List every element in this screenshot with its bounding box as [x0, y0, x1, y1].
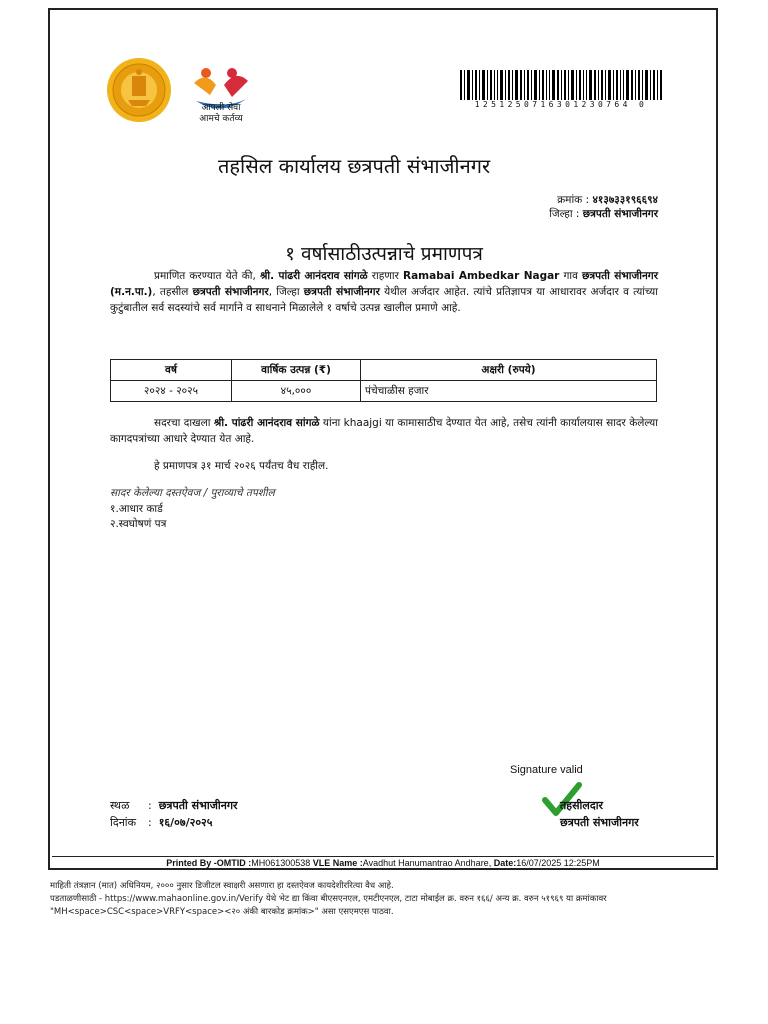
- table-cell: ४५,०००: [232, 381, 361, 402]
- table-header-row: [111, 360, 657, 381]
- barcode-icon: [460, 70, 662, 100]
- legal-footer: माहिती तंत्रज्ञान (मात) अधिनियम, २००० नुसार डिजीटल स्वाक्षरी असणारा हा दस्तऐवज कायदेशीररित्या वैध आहे. पडताळणीसाठी - https://www.mahaonline.gov.in/Verify येथे भेट द्या किंवा बीएसएनएल, एमटीएनएल, टाटा मोबाईल क्र. वरुन १६६/ अन्य क्र. वरुन ५१९६९ या क्रमांकावर "MH<space>CSC<space>VRFY<space><२० अंकी बारकोड क्रमांक>" असा एसएमएस पाठवा.: [50, 881, 607, 917]
- table-row: [111, 381, 657, 402]
- barcode-number: 1251250716301230764 0: [474, 100, 648, 109]
- signature-valid-text: Signature valid: [510, 764, 583, 776]
- documents-heading: सादर केलेल्या दस्तऐवज / पुराव्याचे तपशील: [110, 487, 275, 499]
- table-header: वार्षिक उत्पन्न (₹): [232, 360, 361, 381]
- certificate-title: १ वर्षासाठीउत्पन्नाचे प्रमाणपत्र: [285, 243, 483, 265]
- certification-paragraph: प्रमाणित करण्यात येते की, श्री. पांढरी आनंदराव सांगळे राहणार Ramabai Ambedkar Nagar गाव छत्रपती संभाजीनगर (म.न.पा.), तहसील छत्रपती संभाजीनगर, जिल्हा छत्रपती संभाजीनगर येथील अर्जदार आहेत. त्यांचे प्रतिज्ञापत्र या आधारावर अर्जदार व त्यांच्या कुटुंबातील सर्व सदस्यांचे सर्व मार्गाने व साधनाने मिळालेले १ वर्षाचे उत्पन्न खालील प्रमाणे आहे.: [110, 270, 658, 314]
- district-line: जिल्हा : छत्रपती संभाजीनगर: [549, 208, 658, 220]
- validity-text: हे प्रमाणपत्र ३१ मार्च २०२६ पर्यंतच वैध राहील.: [154, 460, 329, 472]
- income-table: [110, 359, 657, 402]
- document-item: १.आधार कार्ड: [110, 503, 163, 515]
- print-info-bar: Printed By -OMTID :MH061300538 VLE Name :Avadhut Hanumantrao Andhare, Date:16/07/2025 12:25PM: [52, 856, 714, 870]
- table-cell: पंचेचाळीस हजार: [361, 381, 657, 402]
- date-line: दिनांक : १६/०७/२०२५: [110, 816, 213, 829]
- government-seal-icon: [106, 54, 172, 126]
- signatory-designation: तहसीलदार: [560, 799, 604, 812]
- place-line: स्थळ : छत्रपती संभाजीनगर: [110, 799, 238, 812]
- document-item: २.स्वघोषणं पत्र: [110, 518, 167, 530]
- reference-number: क्रमांक : ४१३७३३१९६६९४: [557, 194, 658, 206]
- table-cell: २०२४ - २०२५: [111, 381, 232, 402]
- office-title: तहसिल कार्यालय छत्रपती संभाजीनगर: [218, 154, 491, 178]
- signatory-office: छत्रपती संभाजीनगर: [560, 816, 639, 829]
- table-header: वर्ष: [111, 360, 232, 381]
- logo-caption: आपली सेवा आमचे कर्तव्य: [199, 103, 243, 124]
- purpose-paragraph: सदरचा दाखला श्री. पांढरी आनंदराव सांगळे यांना khaajgi या कामासाठीच देण्यात येत आहे, तसेच त्यांनी कार्यालयास सादर केलेल्या कागदपत्रांच्या आधारे देण्यात येत आहे.: [110, 417, 658, 445]
- table-header: अक्षरी (रुपये): [361, 360, 657, 381]
